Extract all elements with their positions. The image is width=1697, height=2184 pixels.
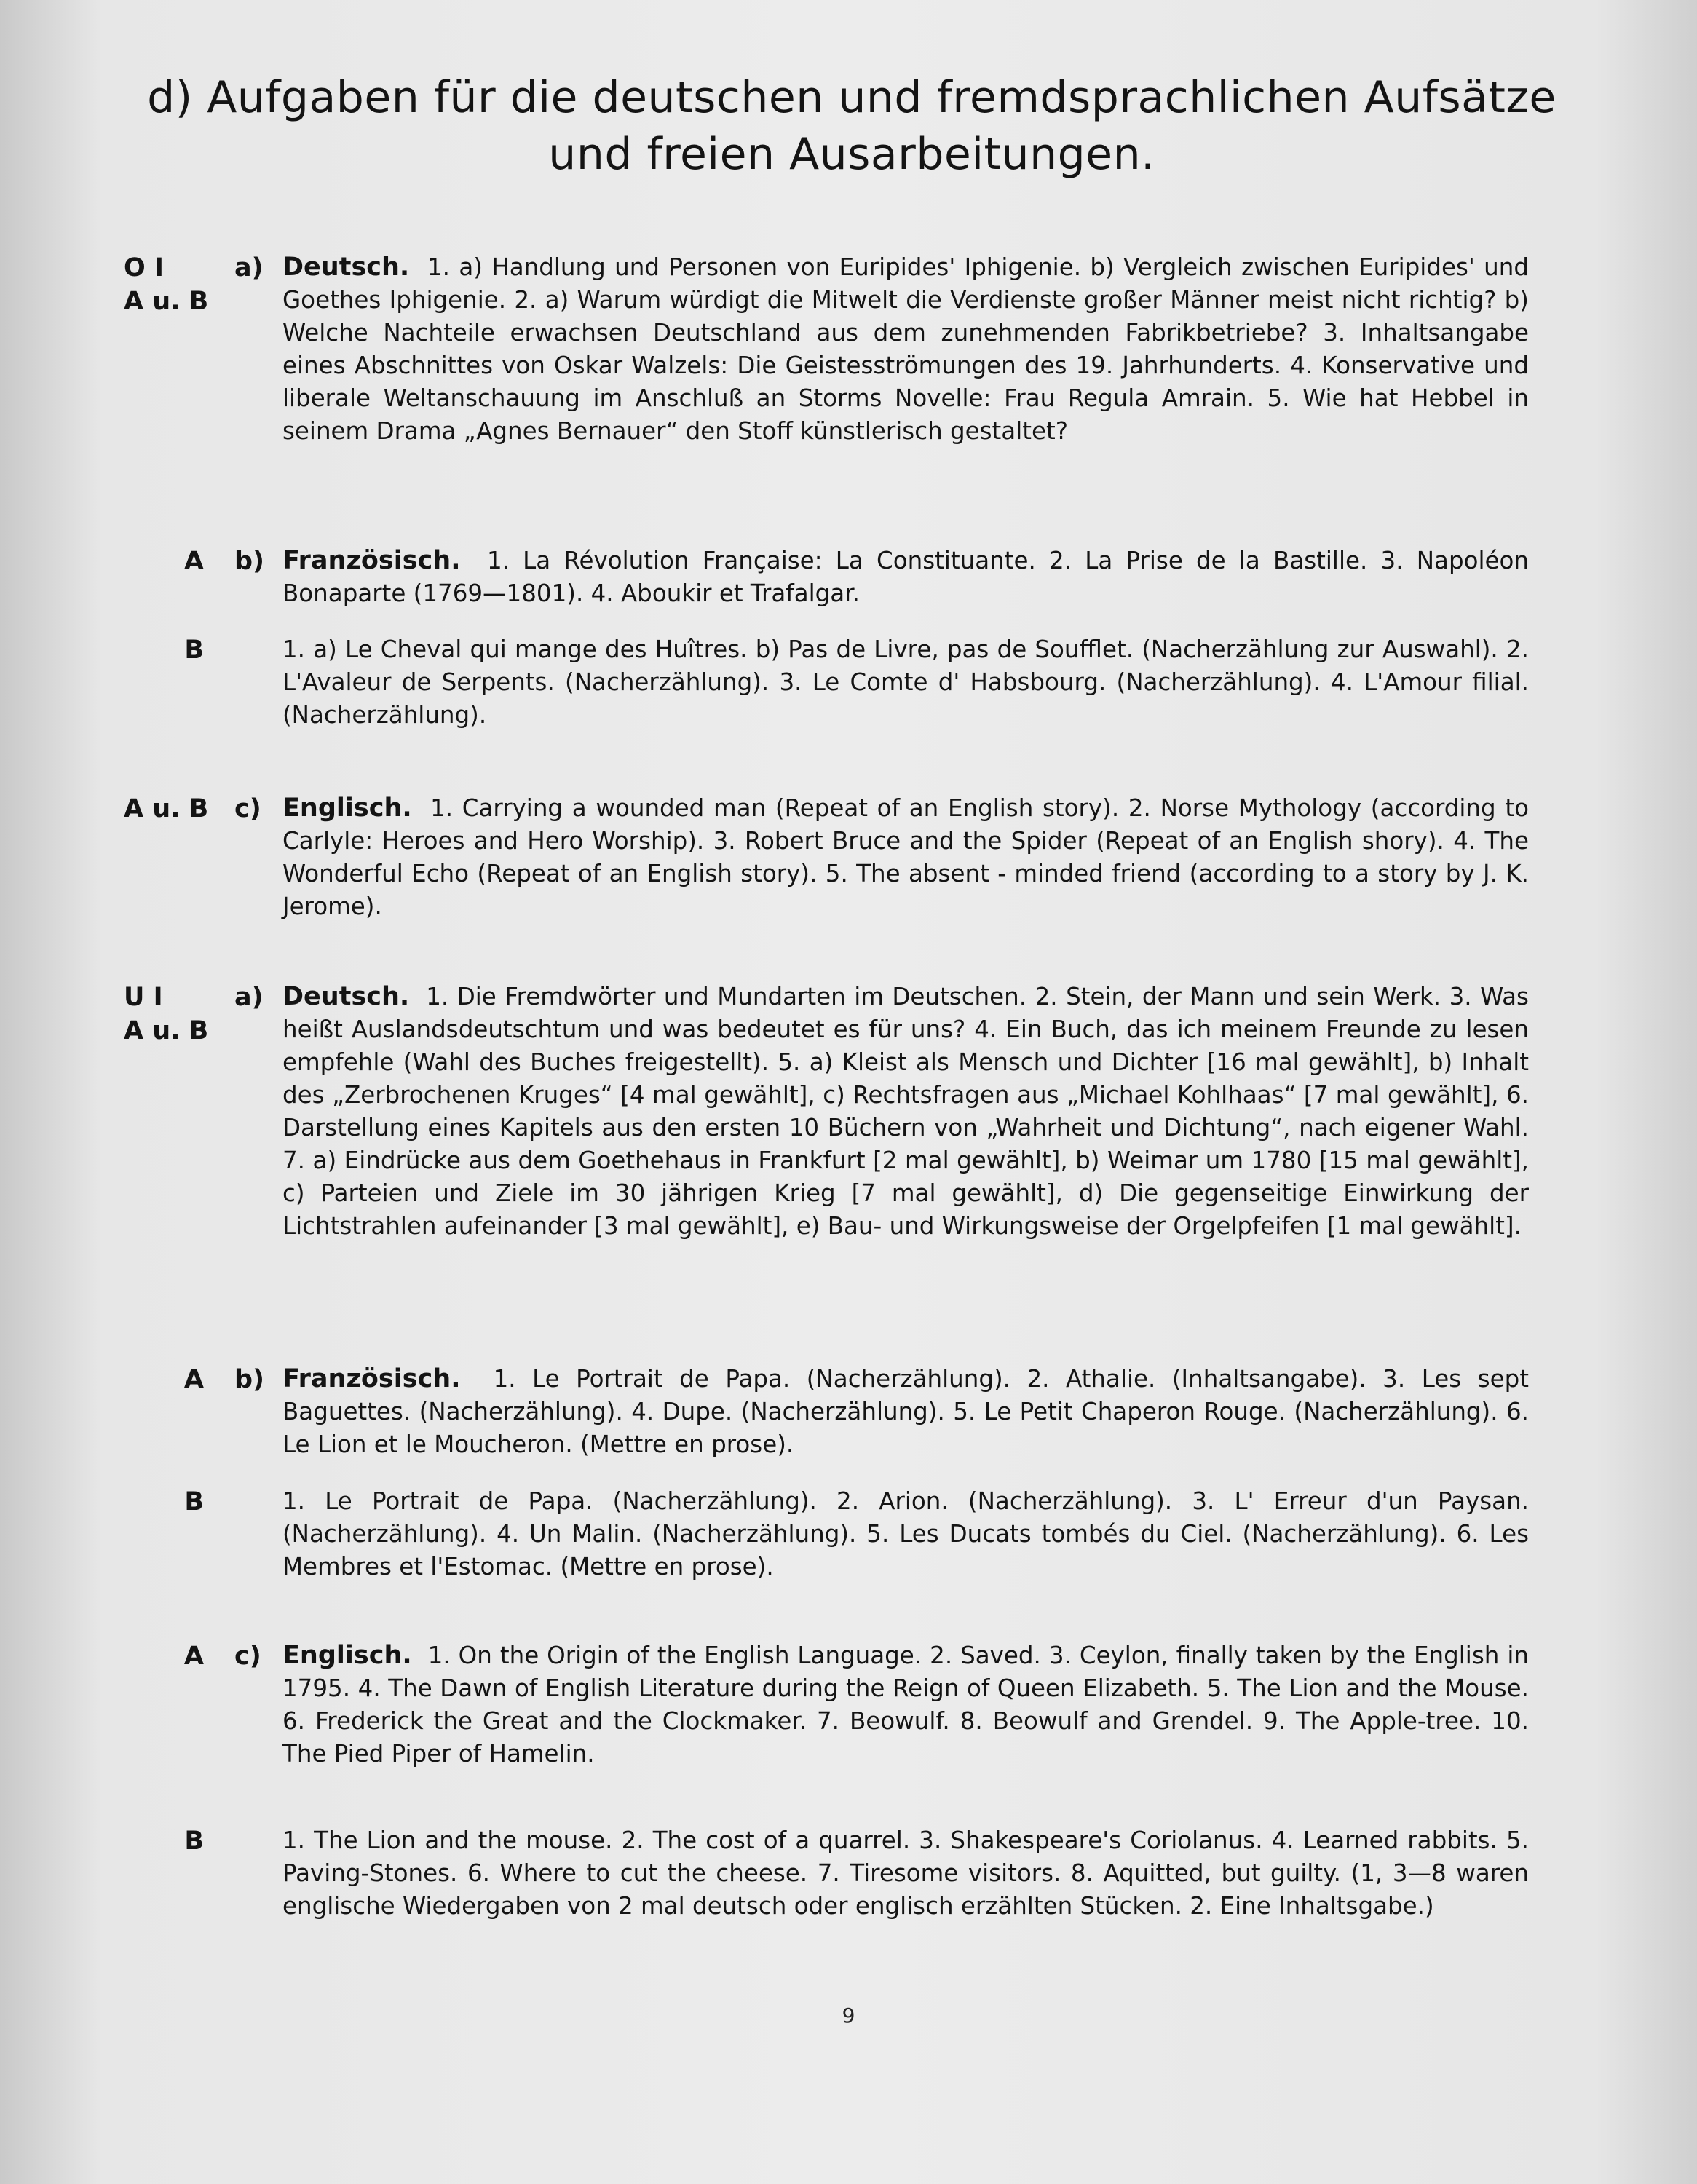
class-tag-line: B [184, 1487, 204, 1516]
class-tag [124, 981, 233, 1048]
class-tag-line: A [183, 1642, 204, 1671]
class-tag-line: A u. B [124, 1016, 209, 1045]
section-ui-englisch-b [124, 1824, 1529, 1923]
subject-name: Französisch. [282, 546, 461, 575]
section-body [282, 1363, 1529, 1461]
class-tag [124, 792, 233, 826]
section-body [282, 792, 1529, 923]
section-body [282, 1485, 1529, 1583]
subject-name: Deutsch. [282, 982, 410, 1011]
section-ui-englisch-a [124, 1639, 1529, 1770]
subject-label: b) [234, 1365, 265, 1394]
section-row [124, 1485, 1529, 1583]
subject-label: c) [234, 794, 261, 823]
section-ui-franzoesisch-b [124, 1485, 1529, 1583]
section-oi-franzoesisch-a [124, 545, 1529, 610]
subject-label: a) [234, 253, 264, 282]
subject-name: Englisch. [282, 794, 412, 823]
section-text: 1. The Lion and the mouse. 2. The cost of a quarrel. 3. Shakespeare's Coriolanus. 4. Learned rabbits. 5. Paving-Stones. 6. Where to cut the cheese. 7. Tiresome visitors. 8. Aquitted, but guilty. (1, 3—8 waren englische Wiedergaben von 2 mal deutsch oder englisch erzählten Stücken. 2. Eine Inhaltsgabe.) [282, 1827, 1529, 1920]
page-title [87, 69, 1616, 183]
class-tag-line: A [183, 1365, 204, 1394]
class-tag [124, 545, 204, 578]
subject-label: c) [234, 1642, 261, 1671]
class-tag-line: B [184, 1827, 204, 1856]
section-oi-deutsch [124, 251, 1529, 448]
class-tag-line: U I [124, 983, 163, 1012]
section-row [124, 251, 1529, 448]
subject-name: Deutsch. [282, 253, 410, 282]
section-text: 1. Le Portrait de Papa. (Nacherzählung). 2. Arion. (Nacherzählung). 3. L' Erreur d'un Paysan. (Nacherzählung). 4. Un Malin. (Nacherzählung). 5. Les Ducats tombés du Ciel. (Nacherzählung). 6. Les Membres et l'Estomac. (Mettre en prose). [282, 1487, 1529, 1580]
section-row [124, 545, 1529, 610]
title-line-2: und freien Ausarbeitungen. [548, 129, 1155, 180]
page-number: 9 [842, 2003, 855, 2027]
section-text: 1. Die Fremdwörter und Mundarten im Deutschen. 2. Stein, der Mann und sein Werk. 3. Was heißt Auslandsdeutschtum und was bedeutet es für uns? 4. Ein Buch, das ich meinem Freunde zu lesen empfehle (Wahl des Buches freigestellt). 5. a) Kleist als Mensch und Dichter [16 mal gewählt], b) Inhalt des „Zerbrochenen Kruges“ [4 mal gewählt], c) Rechtsfragen aus „Michael Kohlhaas“ [7 mal gewählt], 6. Darstellung eines Kapitels aus den ersten 10 Büchern von „Wahrheit und Dichtung“, nach eigener Wahl. 7. a) Eindrücke aus dem Goethehaus in Frankfurt [2 mal gewählt], b) Weimar um 1780 [15 mal gewählt], c) Parteien und Ziele im 30 jährigen Krieg [7 mal gewählt], d) Die gegenseitige Einwirkung der Lichtstrahlen aufeinander [3 mal gewählt], e) Bau- und Wirkungsweise der Orgelpfeifen [1 mal gewählt]. [282, 983, 1529, 1240]
section-row [124, 1639, 1529, 1770]
section-ui-franzoesisch-a [124, 1363, 1529, 1461]
section-body [282, 251, 1529, 448]
class-tag-line: A u. B [124, 287, 209, 316]
class-tag [124, 1485, 204, 1519]
section-row [124, 792, 1529, 923]
class-tag [124, 1639, 204, 1673]
subject-label: a) [234, 983, 264, 1012]
section-row [124, 1824, 1529, 1923]
section-text: 1. a) Le Cheval qui mange des Huîtres. b) Pas de Livre, pas de Soufflet. (Nacherzählung zur Auswahl). 2. L'Avaleur de Serpents. (Nacherzählung). 3. Le Comte d' Habsbourg. (Nacherzählung). 4. L'Amour filial. (Nacherzählung). [282, 636, 1529, 729]
class-tag-line: A u. B [124, 794, 209, 823]
section-body [282, 981, 1529, 1243]
section-row [124, 1363, 1529, 1461]
section-body [282, 1824, 1529, 1923]
class-tag [124, 251, 233, 318]
section-ui-deutsch [124, 981, 1529, 1243]
class-tag-line: A [183, 547, 204, 576]
section-text: 1. a) Handlung und Personen von Euripides' Iphigenie. b) Vergleich zwischen Euripides' und Goethes Iphigenie. 2. a) Warum würdigt die Mitwelt die Verdienste großer Männer meist nicht richtig? b) Welche Nachteile erwachsen Deutschland aus dem zunehmenden Fabrikbetriebe? 3. Inhaltsangabe eines Abschnittes von Oskar Walzels: Die Geistesströmungen des 19. Jahrhunderts. 4. Konservative und liberale Weltanschauung im Anschluß an Storms Novelle: Frau Regula Amrain. 5. Wie hat Hebbel in seinem Drama „Agnes Bernauer“ den Stoff künstlerisch gestaltet? [282, 253, 1529, 445]
section-text: 1. Le Portrait de Papa. (Nacherzählung). 2. Athalie. (Inhaltsangabe). 3. Les sept Baguettes. (Nacherzählung). 4. Dupe. (Nacherzählung). 5. Le Petit Chaperon Rouge. (Nacherzählung). 6. Le Lion et le Moucheron. (Mettre en prose). [282, 1365, 1529, 1458]
title-line-1: d) Aufgaben für die deutschen und fremdsprachlichen Aufsätze [147, 72, 1556, 123]
section-body [282, 1639, 1529, 1770]
section-text: 1. La Révolution Française: La Constituante. 2. La Prise de la Bastille. 3. Napoléon Bonaparte (1769—1801). 4. Aboukir et Trafalgar. [282, 547, 1529, 607]
class-tag [124, 1363, 204, 1396]
subject-name: Englisch. [282, 1641, 412, 1670]
section-row [124, 633, 1529, 732]
class-tag [124, 1824, 204, 1858]
section-row [124, 981, 1529, 1243]
section-text: 1. Carrying a wounded man (Repeat of an English story). 2. Norse Mythology (according to Carlyle: Heroes and Hero Worship). 3. Robert Bruce and the Spider (Repeat of an English shory). 4. The Wonderful Echo (Repeat of an English story). 5. The absent - minded friend (according to a story by J. K. Jerome). [282, 794, 1529, 920]
section-body [282, 633, 1529, 732]
section-text: 1. On the Origin of the English Language. 2. Saved. 3. Ceylon, finally taken by the English in 1795. 4. The Dawn of English Literature during the Reign of Queen Elizabeth. 5. The Lion and the Mouse. 6. Frederick the Great and the Clockmaker. 7. Beowulf. 8. Beowulf and Grendel. 9. The Apple-tree. 10. The Pied Piper of Hamelin. [282, 1642, 1529, 1768]
class-tag-line: O I [124, 253, 164, 282]
subject-name: Französisch. [282, 1364, 461, 1393]
class-tag-line: B [184, 636, 204, 665]
section-body [282, 545, 1529, 610]
class-tag [124, 633, 204, 667]
section-oi-franzoesisch-b [124, 633, 1529, 732]
subject-label: b) [234, 547, 265, 576]
section-oi-englisch [124, 792, 1529, 923]
